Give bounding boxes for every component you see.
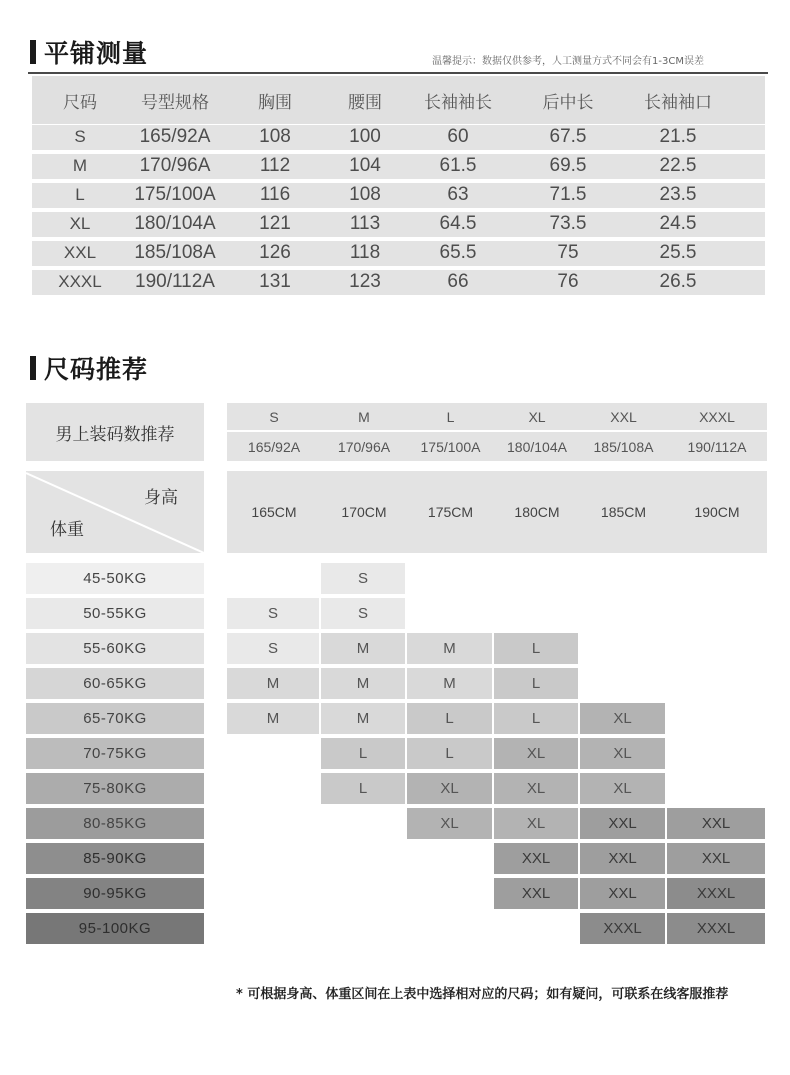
table-cell: 100	[349, 126, 381, 147]
table-cell: 76	[557, 271, 579, 292]
table-header-row	[32, 76, 765, 124]
weight-row-label: 45-50KG	[26, 563, 204, 594]
measure-hint: 温馨提示：数据仅供参考，人工测量方式不同会有1-3CM误差	[432, 56, 704, 67]
size-header-cell: XL	[528, 408, 546, 425]
weight-row-label: 60-65KG	[26, 668, 204, 699]
table-cell: 165/92A	[139, 126, 211, 147]
table-cell: 66	[447, 271, 469, 292]
recommend-cell: XXXL	[667, 878, 765, 909]
height-label: 身高	[144, 488, 178, 508]
table-cell: L	[75, 185, 85, 204]
table-cell: XXXL	[58, 272, 102, 291]
recommend-cell: L	[494, 703, 578, 734]
table-cell: 112	[259, 155, 291, 176]
recommend-cell: L	[321, 738, 405, 769]
table-cell: 108	[349, 184, 381, 205]
col-header: 后中长	[542, 92, 594, 113]
recommend-cell: XL	[407, 773, 492, 804]
col-header: 尺码	[63, 92, 97, 113]
weight-label: 体重	[50, 520, 84, 540]
weight-row-label: 65-70KG	[26, 703, 204, 734]
col-header: 长袖袖口	[644, 92, 712, 113]
table-cell: 104	[349, 155, 381, 176]
weight-row-label: 90-95KG	[26, 878, 204, 909]
table-cell: 116	[259, 184, 291, 205]
size-header-cell: L	[446, 408, 455, 425]
table-cell: 22.5	[659, 155, 697, 176]
recommend-cell: M	[321, 633, 405, 664]
table-row	[32, 125, 765, 150]
size-header-cell: M	[358, 408, 370, 425]
weight-row-label: 80-85KG	[26, 808, 204, 839]
table-cell: 21.5	[659, 126, 697, 147]
weight-row-label: 50-55KG	[26, 598, 204, 629]
recommend-cell: M	[407, 633, 492, 664]
table-cell: 60	[447, 126, 469, 147]
col-header: 号型规格	[141, 92, 209, 113]
table-row	[32, 241, 765, 266]
height-header-cell: 180CM	[514, 504, 560, 520]
table-cell: 69.5	[549, 155, 587, 176]
table-cell: 25.5	[659, 242, 697, 263]
table-cell: 24.5	[659, 213, 697, 234]
weight-row-label: 70-75KG	[26, 738, 204, 769]
table-cell: 67.5	[549, 126, 587, 147]
recommend-cell: M	[407, 668, 492, 699]
spec-header-cell: 175/100A	[420, 438, 481, 455]
corner-label: 男上装码数推荐	[26, 403, 204, 461]
table-cell: 190/112A	[135, 271, 215, 292]
recommend-cell: S	[321, 598, 405, 629]
recommend-cell: M	[227, 703, 319, 734]
section-bar	[30, 40, 36, 64]
weight-row-label: 85-90KG	[26, 843, 204, 874]
table-row	[32, 183, 765, 208]
table-cell: 108	[259, 126, 291, 147]
recommend-cell: XL	[494, 773, 578, 804]
footnote: * 可根据身高、体重区间在上表中选择相对应的尺码；如有疑问，可联系在线客服推荐	[236, 987, 729, 1002]
spec-header-cell: 185/108A	[593, 438, 654, 455]
table-cell: XL	[69, 214, 91, 233]
recommend-cell: XL	[580, 773, 665, 804]
recommend-cell: XXL	[580, 808, 665, 839]
size-header-cell: XXXL	[699, 408, 735, 425]
col-header: 胸围	[258, 92, 292, 113]
table-cell: 61.5	[439, 155, 477, 176]
table-cell: 64.5	[439, 213, 477, 234]
spec-header-cell: 180/104A	[507, 438, 567, 455]
table-cell: 63	[447, 184, 469, 205]
section-bar	[30, 356, 36, 380]
measure-section-title: 平铺测量	[44, 39, 149, 68]
col-header: 腰围	[348, 92, 382, 113]
recommend-cell: M	[321, 703, 405, 734]
recommend-section-title: 尺码推荐	[44, 355, 149, 384]
recommend-cell: L	[494, 668, 578, 699]
table-cell: 126	[259, 242, 291, 263]
recommend-cell: M	[227, 668, 319, 699]
table-cell: S	[74, 127, 86, 146]
table-cell: 170/96A	[139, 155, 211, 176]
table-cell: 123	[349, 271, 381, 292]
recommend-cell: S	[227, 598, 319, 629]
col-header: 长袖袖长	[424, 92, 492, 113]
table-cell: 121	[259, 213, 291, 234]
table-cell: 113	[349, 213, 381, 234]
table-cell: 65.5	[439, 242, 477, 263]
spec-header-cell: 170/96A	[337, 438, 391, 455]
height-header-cell: 190CM	[694, 504, 740, 520]
recommend-cell: XXL	[667, 808, 765, 839]
table-cell: 23.5	[659, 184, 697, 205]
height-header-cell: 170CM	[341, 504, 387, 520]
recommend-cell: XXL	[667, 843, 765, 874]
height-header-cell: 185CM	[600, 504, 647, 520]
recommend-cell: S	[227, 633, 319, 664]
height-header-cell: 175CM	[427, 504, 474, 520]
recommend-cell: XXL	[494, 843, 578, 874]
weight-row-label: 75-80KG	[26, 773, 204, 804]
table-cell: XXL	[63, 243, 97, 262]
table-cell: 73.5	[549, 213, 587, 234]
table-cell: 131	[259, 271, 291, 292]
recommend-cell: XL	[494, 808, 578, 839]
weight-row-label: 55-60KG	[26, 633, 204, 664]
table-cell: 71.5	[549, 184, 587, 205]
recommend-cell: XL	[580, 703, 665, 734]
recommend-cell: L	[407, 738, 492, 769]
table-cell: 175/100A	[134, 184, 216, 205]
recommend-cell: XXL	[580, 878, 665, 909]
recommend-cell: XXXL	[667, 913, 765, 944]
table-cell: 185/108A	[134, 242, 216, 263]
recommend-cell: XXL	[580, 843, 665, 874]
recommend-cell: L	[321, 773, 405, 804]
table-row	[32, 154, 765, 179]
recommend-cell: XL	[580, 738, 665, 769]
diagonal-header-cell	[26, 471, 204, 553]
weight-row-label: 95-100KG	[26, 913, 204, 944]
recommend-cell: XL	[407, 808, 492, 839]
recommend-cell: M	[321, 668, 405, 699]
table-cell: 118	[349, 242, 381, 263]
table-cell: 26.5	[659, 271, 697, 292]
divider	[28, 72, 768, 74]
spec-header-cell: 190/112A	[687, 438, 747, 455]
recommend-cell: L	[494, 633, 578, 664]
table-cell: 180/104A	[134, 213, 216, 234]
size-header-cell: S	[269, 408, 279, 425]
table-cell: 75	[557, 242, 579, 263]
table-row	[32, 212, 765, 237]
size-header-cell: XXL	[610, 408, 637, 425]
recommend-cell: L	[407, 703, 492, 734]
table-cell: M	[72, 156, 88, 175]
recommend-cell: XL	[494, 738, 578, 769]
recommend-cell: XXL	[494, 878, 578, 909]
recommend-cell: S	[321, 563, 405, 594]
recommend-cell: XXXL	[580, 913, 665, 944]
height-header-cell: 165CM	[251, 504, 297, 520]
table-row	[32, 270, 765, 295]
spec-header-cell: 165/92A	[247, 438, 301, 455]
